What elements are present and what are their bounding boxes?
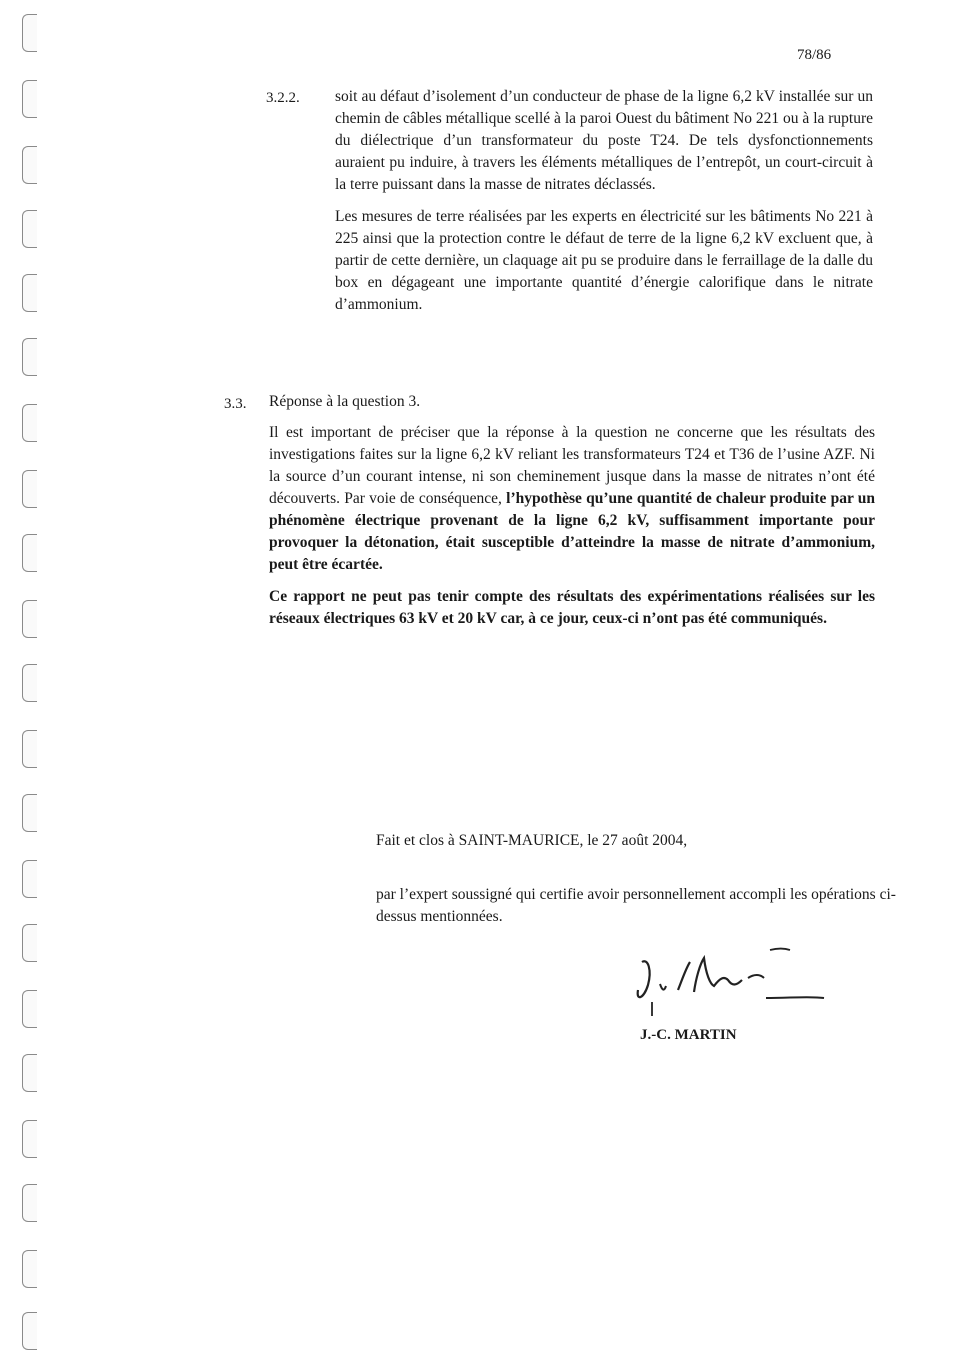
binder-hole	[22, 990, 37, 1028]
binder-hole	[22, 404, 37, 442]
binder-hole	[22, 14, 37, 52]
section-33-paragraph-1-normal: Il est important de préciser que la réponse à la question ne concerne que les résultats des investigations faites sur la ligne 6,2 kV reliant les transformateurs T24 et T36 de l’usine AZF. Ni la source d’un courant intense, ni son cheminement jusque dans la masse de nitrates n’ont été découverts. Par voie de conséquence,	[269, 424, 875, 507]
binder-hole	[22, 146, 37, 184]
binder-hole	[22, 470, 37, 508]
signer-name: J.-C. MARTIN	[640, 1027, 737, 1043]
section-33-paragraph-1-bold: l’hypothèse qu’une quantité de chaleur produite par un phénomène électrique provenant de la ligne 6,2 kV, suffisamment importante pour provoquer la détonation, était susceptible d’atteindre la masse de nitrate d’ammonium, peut être écartée.	[269, 490, 876, 573]
binder-hole	[22, 338, 37, 376]
binder-hole	[22, 210, 37, 248]
binder-hole	[22, 600, 37, 638]
binder-hole	[22, 1184, 37, 1222]
binder-hole	[22, 664, 37, 702]
section-33-paragraph-1	[269, 422, 875, 576]
binder-hole	[22, 80, 37, 118]
section-number-322: 3.2.2.	[266, 90, 300, 106]
section-33-body	[269, 422, 875, 640]
section-number-33: 3.3.	[224, 396, 247, 412]
certification: par l’expert soussigné qui certifie avoir personnellement accompli les opérations ci-dessus mentionnées.	[376, 886, 896, 925]
page-number: 78/86	[797, 47, 832, 63]
binder-hole	[22, 1120, 37, 1158]
binder-hole	[22, 1250, 37, 1288]
section-322-paragraph-1: soit au défaut d’isolement d’un conducteur de phase de la ligne 6,2 kV installée sur un chemin de câbles métallique scellé à la paroi Ouest du bâtiment No 221 ou à la rupture du diélectrique d’un transformateur du poste T24. De tels dysfonctionnements auraient pu induire, à travers les éléments métalliques de l’entrepôt, un court-circuit à la terre puissant dans la masse de nitrates déclassés.	[335, 88, 874, 193]
binder-hole	[22, 534, 37, 572]
section-33-paragraph-2: Ce rapport ne peut pas tenir compte des résultats des expérimentations réalisées sur les réseaux électriques 63 kV et 20 kV car, à ce jour, ceux-ci n’ont pas été communiqués.	[269, 588, 875, 627]
binder-hole	[22, 274, 37, 312]
binder-hole	[22, 1054, 37, 1092]
binder-hole	[22, 1312, 37, 1350]
binder-hole	[22, 730, 37, 768]
binder-hole	[22, 860, 37, 898]
section-33-heading: Réponse à la question 3.	[269, 393, 421, 410]
section-322-body	[335, 86, 873, 326]
place-date: Fait et clos à SAINT-MAURICE, le 27 août 2004,	[376, 832, 688, 849]
handwritten-signature	[630, 940, 830, 1020]
section-322-paragraph-2: Les mesures de terre réalisées par les experts en électricité sur les bâtiments No 221 à 225 ainsi que la protection contre le défaut de terre de la ligne 6,2 kV excluent que, à partir de cette dernière, un claquage ait pu se produire dans le ferraillage de la dalle du box en dégageant une importante quantité d’énergie calorifique dans le nitrate d’ammonium.	[335, 208, 873, 313]
binder-hole	[22, 794, 37, 832]
binder-hole	[22, 924, 37, 962]
